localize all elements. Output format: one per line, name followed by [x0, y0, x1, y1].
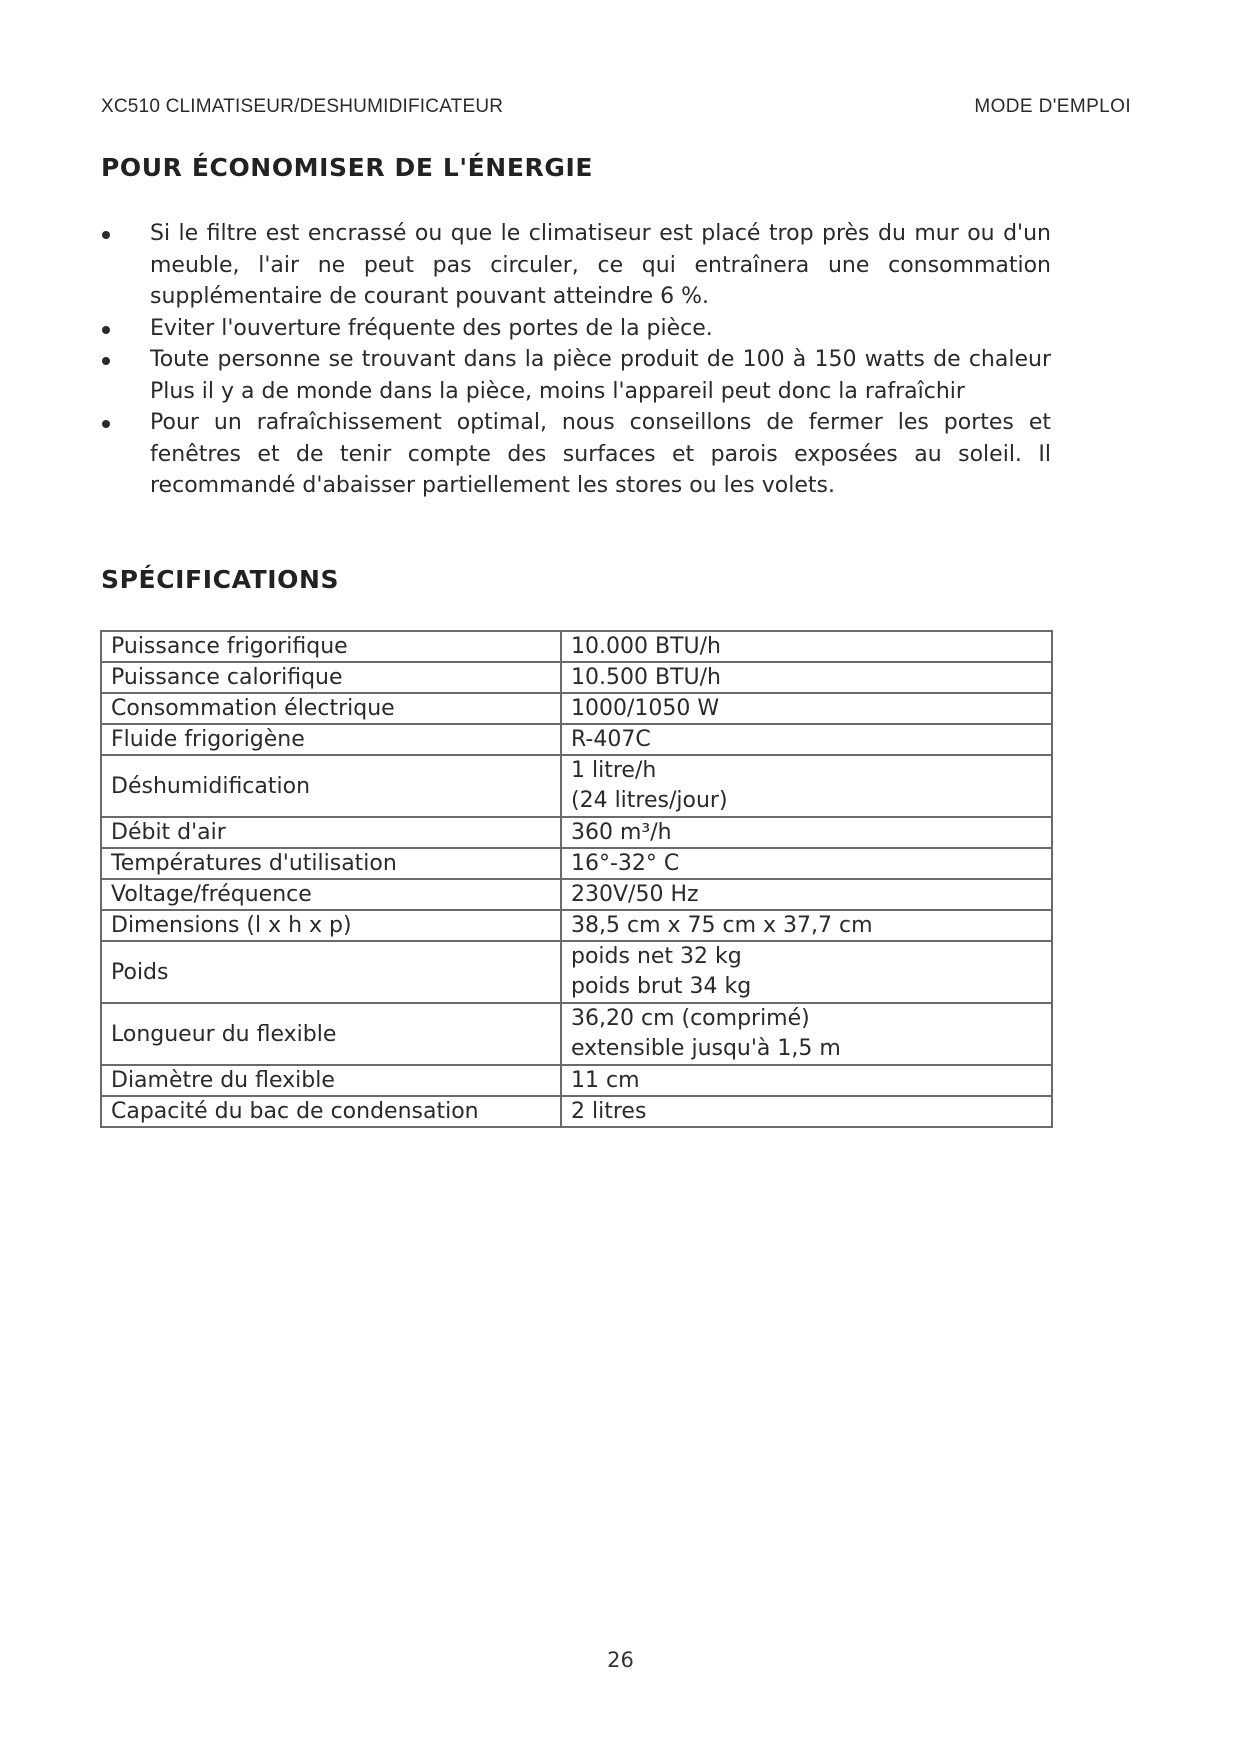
spec-value-line: (24 litres/jour) — [571, 788, 728, 813]
spec-value-line: extensible jusqu'à 1,5 m — [571, 1036, 841, 1061]
spec-value — [561, 941, 1052, 1003]
list-item — [101, 344, 1051, 407]
spec-value: 10.000 BTU/h — [561, 631, 1052, 662]
list-item — [101, 313, 1051, 345]
spec-label: Consommation électrique — [101, 693, 561, 724]
spec-label: Fluide frigorigène — [101, 724, 561, 755]
spec-label: Diamètre du flexible — [101, 1065, 561, 1096]
table-row — [101, 848, 1052, 879]
table-row — [101, 755, 1052, 817]
spec-value — [561, 755, 1052, 817]
spec-value: 1000/1050 W — [561, 693, 1052, 724]
spec-label: Puissance frigorifique — [101, 631, 561, 662]
spec-value: 2 litres — [561, 1096, 1052, 1127]
spec-label: Longueur du flexible — [101, 1003, 561, 1065]
specifications-title: SPÉCIFICATIONS — [101, 565, 340, 594]
table-row — [101, 724, 1052, 755]
spec-label: Poids — [101, 941, 561, 1003]
spec-value: R-407C — [561, 724, 1052, 755]
spec-label: Capacité du bac de condensation — [101, 1096, 561, 1127]
spec-label: Déshumidification — [101, 755, 561, 817]
spec-label: Débit d'air — [101, 817, 561, 848]
list-item — [101, 218, 1051, 313]
spec-value-line: 1 litre/h — [571, 758, 657, 783]
energy-section-title: POUR ÉCONOMISER DE L'ÉNERGIE — [101, 153, 594, 182]
header-manual-label: MODE D'EMPLOI — [974, 96, 1131, 117]
spec-value: 230V/50 Hz — [561, 879, 1052, 910]
tip-text: Toute personne se trouvant dans la pièce produit de 100 à 150 watts de chaleur Plus il y a de monde dans la pièce, moins l'appareil peut donc la rafraîchir — [150, 347, 1051, 404]
spec-value: 38,5 cm x 75 cm x 37,7 cm — [561, 910, 1052, 941]
spec-label: Voltage/fréquence — [101, 879, 561, 910]
table-row — [101, 1003, 1052, 1065]
page-number: 26 — [607, 1648, 634, 1672]
tip-text: Pour un rafraîchissement optimal, nous conseillons de fermer les portes et fenêtres et de tenir compte des surfaces et parois exposées au soleil. Il recommandé d'abaisser partiellement les stores ou les volets. — [150, 410, 1051, 498]
spec-label: Dimensions (l x h x p) — [101, 910, 561, 941]
spec-value-line: poids net 32 kg — [571, 944, 742, 969]
spec-value: 16°-32° C — [561, 848, 1052, 879]
spec-value — [561, 1003, 1052, 1065]
spec-value: 10.500 BTU/h — [561, 662, 1052, 693]
spec-value-line: 36,20 cm (comprimé) — [571, 1006, 810, 1031]
energy-tips-list — [101, 218, 1051, 502]
spec-value: 360 m³/h — [561, 817, 1052, 848]
bullet-icon — [102, 231, 110, 239]
list-item — [101, 407, 1051, 502]
table-row — [101, 693, 1052, 724]
spec-value: 11 cm — [561, 1065, 1052, 1096]
table-row — [101, 941, 1052, 1003]
header-product-title: XC510 CLIMATISEUR/DESHUMIDIFICATEUR — [101, 96, 504, 117]
tip-text: Eviter l'ouverture fréquente des portes de la pièce. — [150, 315, 713, 341]
table-row — [101, 631, 1052, 662]
spec-label: Puissance calorifique — [101, 662, 561, 693]
table-row — [101, 1065, 1052, 1096]
bullet-icon — [102, 326, 110, 334]
spec-value-line: poids brut 34 kg — [571, 974, 752, 999]
table-row — [101, 817, 1052, 848]
bullet-icon — [102, 420, 110, 428]
tip-text: Si le filtre est encrassé ou que le climatiseur est placé trop près du mur ou d'un meuble, l'air ne peut pas circuler, ce qui entraînera une consommation supplémentaire de courant pouvant atteindre 6 %. — [150, 221, 1051, 309]
specifications-table — [100, 630, 1053, 1128]
table-row — [101, 662, 1052, 693]
table-row — [101, 1096, 1052, 1127]
table-row — [101, 879, 1052, 910]
spec-label: Températures d'utilisation — [101, 848, 561, 879]
bullet-icon — [102, 357, 110, 365]
table-row — [101, 910, 1052, 941]
